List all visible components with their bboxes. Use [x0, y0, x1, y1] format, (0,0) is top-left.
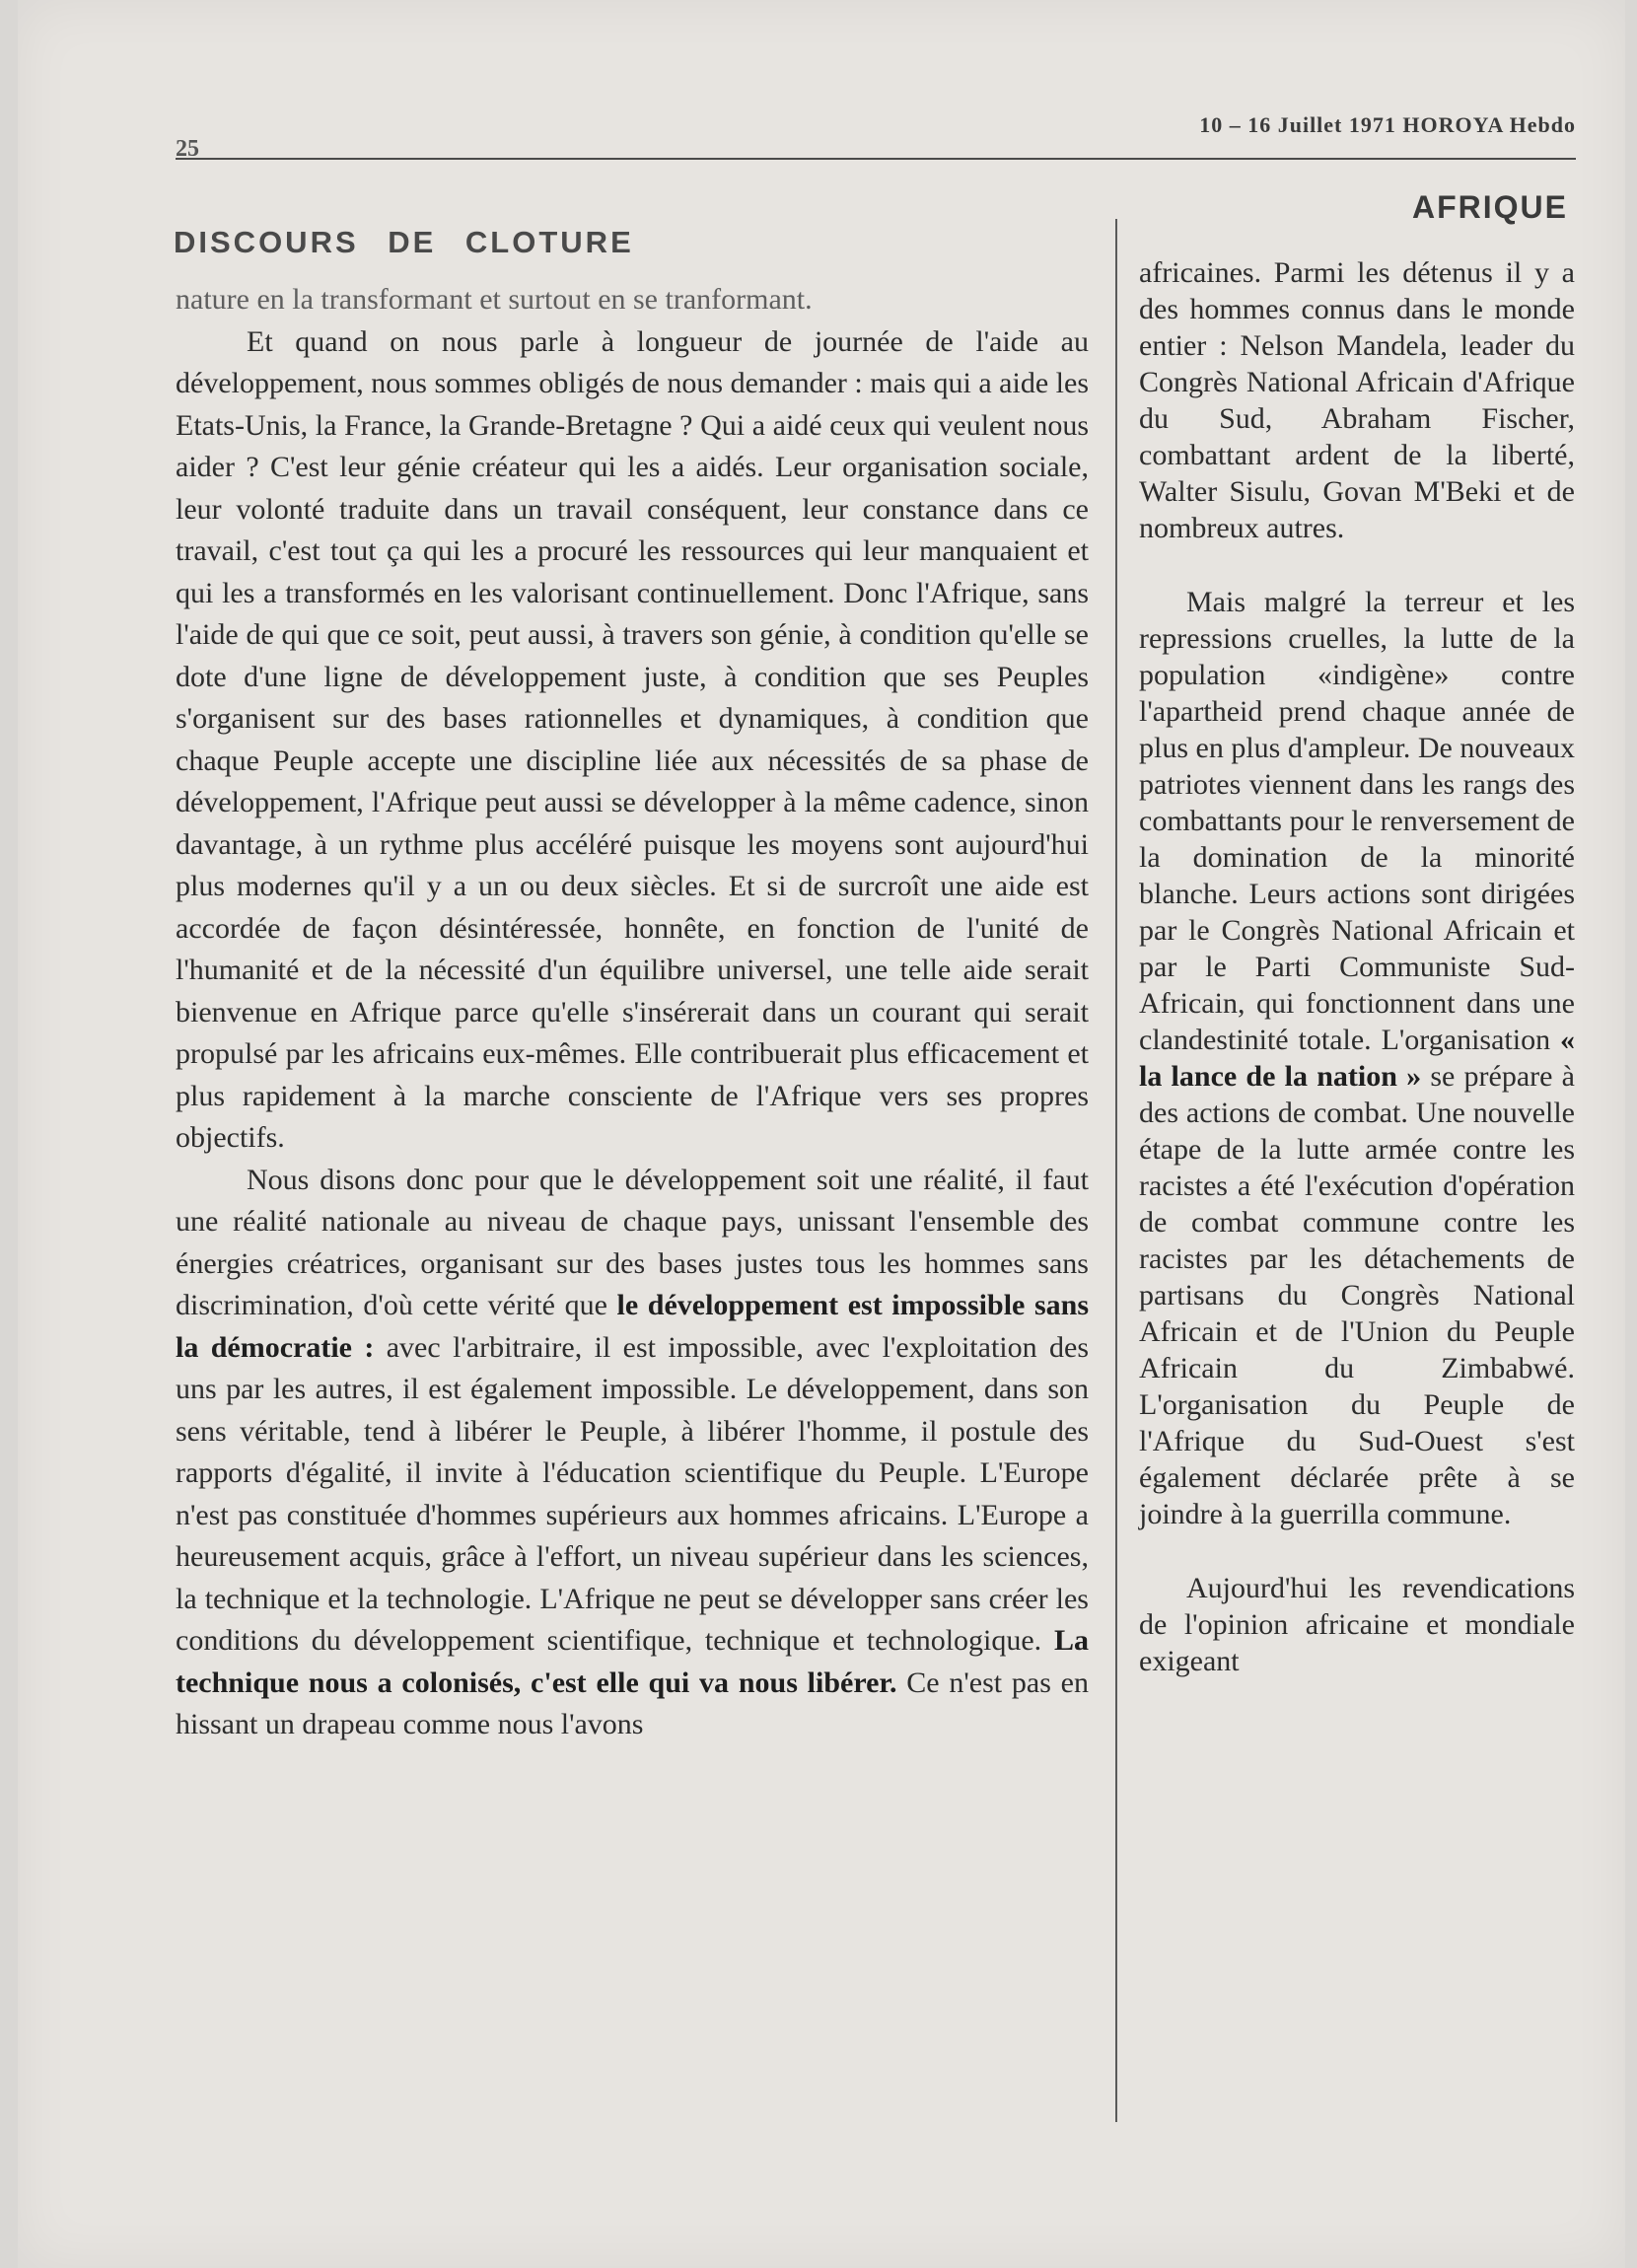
paragraph: Aujourd'hui les revendications de l'opinion africaine et mondiale exigeant: [1139, 1572, 1575, 1677]
page-number: 25: [176, 136, 199, 162]
paragraph: africaines. Parmi les détenus il y a des hommes connus dans le monde entier : Nelson Mandela, leader du Congrès National Africain d'Afrique du Sud, Abraham Fischer, combattant ardent de la liberté, Walter Sisulu, Govan M'Beki et de nombreux autres.: [1139, 256, 1575, 544]
paragraph-text: Mais malgré la terreur et les repressions cruelles, la lutte de la population «indigène» contre l'apartheid prend chaque année de plus en plus d'ampleur. De nouveaux patriotes viennent dans les rangs des combattants pour le renversement de la domination de la minorité blanche. Leurs actions sont dirigées par le Congrès National Africain et par le Parti Communiste Sud-Africain, qui fonctionnent dans une clandestinité totale. L'organisation: [1139, 586, 1575, 1056]
issue-info: 10 – 16 Juillet 1971 HOROYA Hebdo: [1199, 112, 1576, 137]
bold-statement: le développement est impossible sans la démocratie :: [176, 1289, 1089, 1364]
paragraph: [1139, 584, 1575, 1532]
page-header: [176, 108, 1576, 160]
paragraph: [176, 1160, 1089, 1746]
bold-name: « la lance de la nation »: [1139, 1024, 1575, 1093]
paragraph: nature en la transformant et surtout en se tranformant.: [176, 283, 813, 316]
bold-statement: La technique nous a colonisés, c'est elle qui va nous libérer.: [176, 1624, 1089, 1699]
paragraph-text: se prépare à des actions de combat. Une nouvelle étape de la lutte armée contre les racistes a été l'exécution d'opération de combat commune contre les racistes par les détachements de partisans du Congrès National Africain et de l'Union du Peuple Africain du Zimbabwé. L'organisation du Peuple de l'Afrique du Sud-Ouest s'est également déclarée prête à se joindre à la guerrilla commune.: [1139, 1060, 1575, 1530]
column-divider: [1115, 219, 1117, 2122]
paragraph-text: Nous disons donc pour que le développement soit une réalité, il faut une réalité nationale au niveau de chaque pays, unissant l'ensemble des énergies créatrices, organisant sur des bases justes tous les hommes sans discrimination, d'où cette vérité que: [176, 1163, 1089, 1321]
section-heading-left: DISCOURS DE CLOTURE: [174, 225, 634, 259]
newspaper-page: [18, 0, 1625, 2268]
left-column: [176, 279, 1089, 1746]
right-column: [1139, 254, 1575, 1717]
section-heading-right: AFRIQUE: [1412, 189, 1568, 225]
paragraph: Et quand on nous parle à longueur de journée de l'aide au développement, nous sommes obligés de nous demander : mais qui a aide les Etats-Unis, la France, la Grande-Bretagne ? Qui a aidé ceux qui veulent nous aider ? C'est leur génie créateur qui les a aidés. Leur organisation sociale, leur volonté traduite dans un travail conséquent, leur constance dans ce travail, c'est tout ça qui les a procuré les ressources qui leur manquaient et qui les a transformés en les valorisant continuellement. Donc l'Afrique, sans l'aide de qui que ce soit, peut aussi, à travers son génie, à condition qu'elle se dote d'une ligne de développement juste, à condition que ses Peuples s'organisent sur des bases rationnelles et dynamiques, à condition que chaque Peuple accepte une discipline liée aux nécessités de sa phase de développement, l'Afrique peut aussi se développer à la même cadence, sinon davantage, à un rythme plus accéléré puisque les moyens sont aujourd'hui plus modernes qu'il y a un ou deux siècles. Et si de surcroît une aide est accordée de façon désintéressée, honnête, en fonction de l'unité de l'humanité et de la nécessité d'un équilibre universel, une telle aide serait bienvenue en Afrique parce qu'elle s'insérerait dans un courant qui serait propulsé par les africains eux-mêmes. Elle contribuerait plus efficacement et plus rapidement à la marche consciente de l'Afrique vers ses propres objectifs.: [176, 324, 1089, 1154]
paragraph-text: avec l'arbitraire, il est impossible, avec l'exploitation des uns par les autres, il est également impossible. Le développement, dans son sens véritable, tend à libérer le Peuple, à libérer l'homme, il postule des rapports d'égalité, il invite à l'éducation scientifique du Peuple. L'Europe n'est pas constituée d'hommes supérieurs aux hommes africains. L'Europe a heureusement acquis, grâce à l'effort, un niveau supérieur dans les sciences, la technique et la technologie. L'Afrique ne peut se développer sans créer les conditions du développement scientifique, technique et technologique.: [176, 1330, 1090, 1657]
paragraph-text: Ce n'est pas en hissant un drapeau comme nous l'avons: [176, 1666, 1089, 1740]
